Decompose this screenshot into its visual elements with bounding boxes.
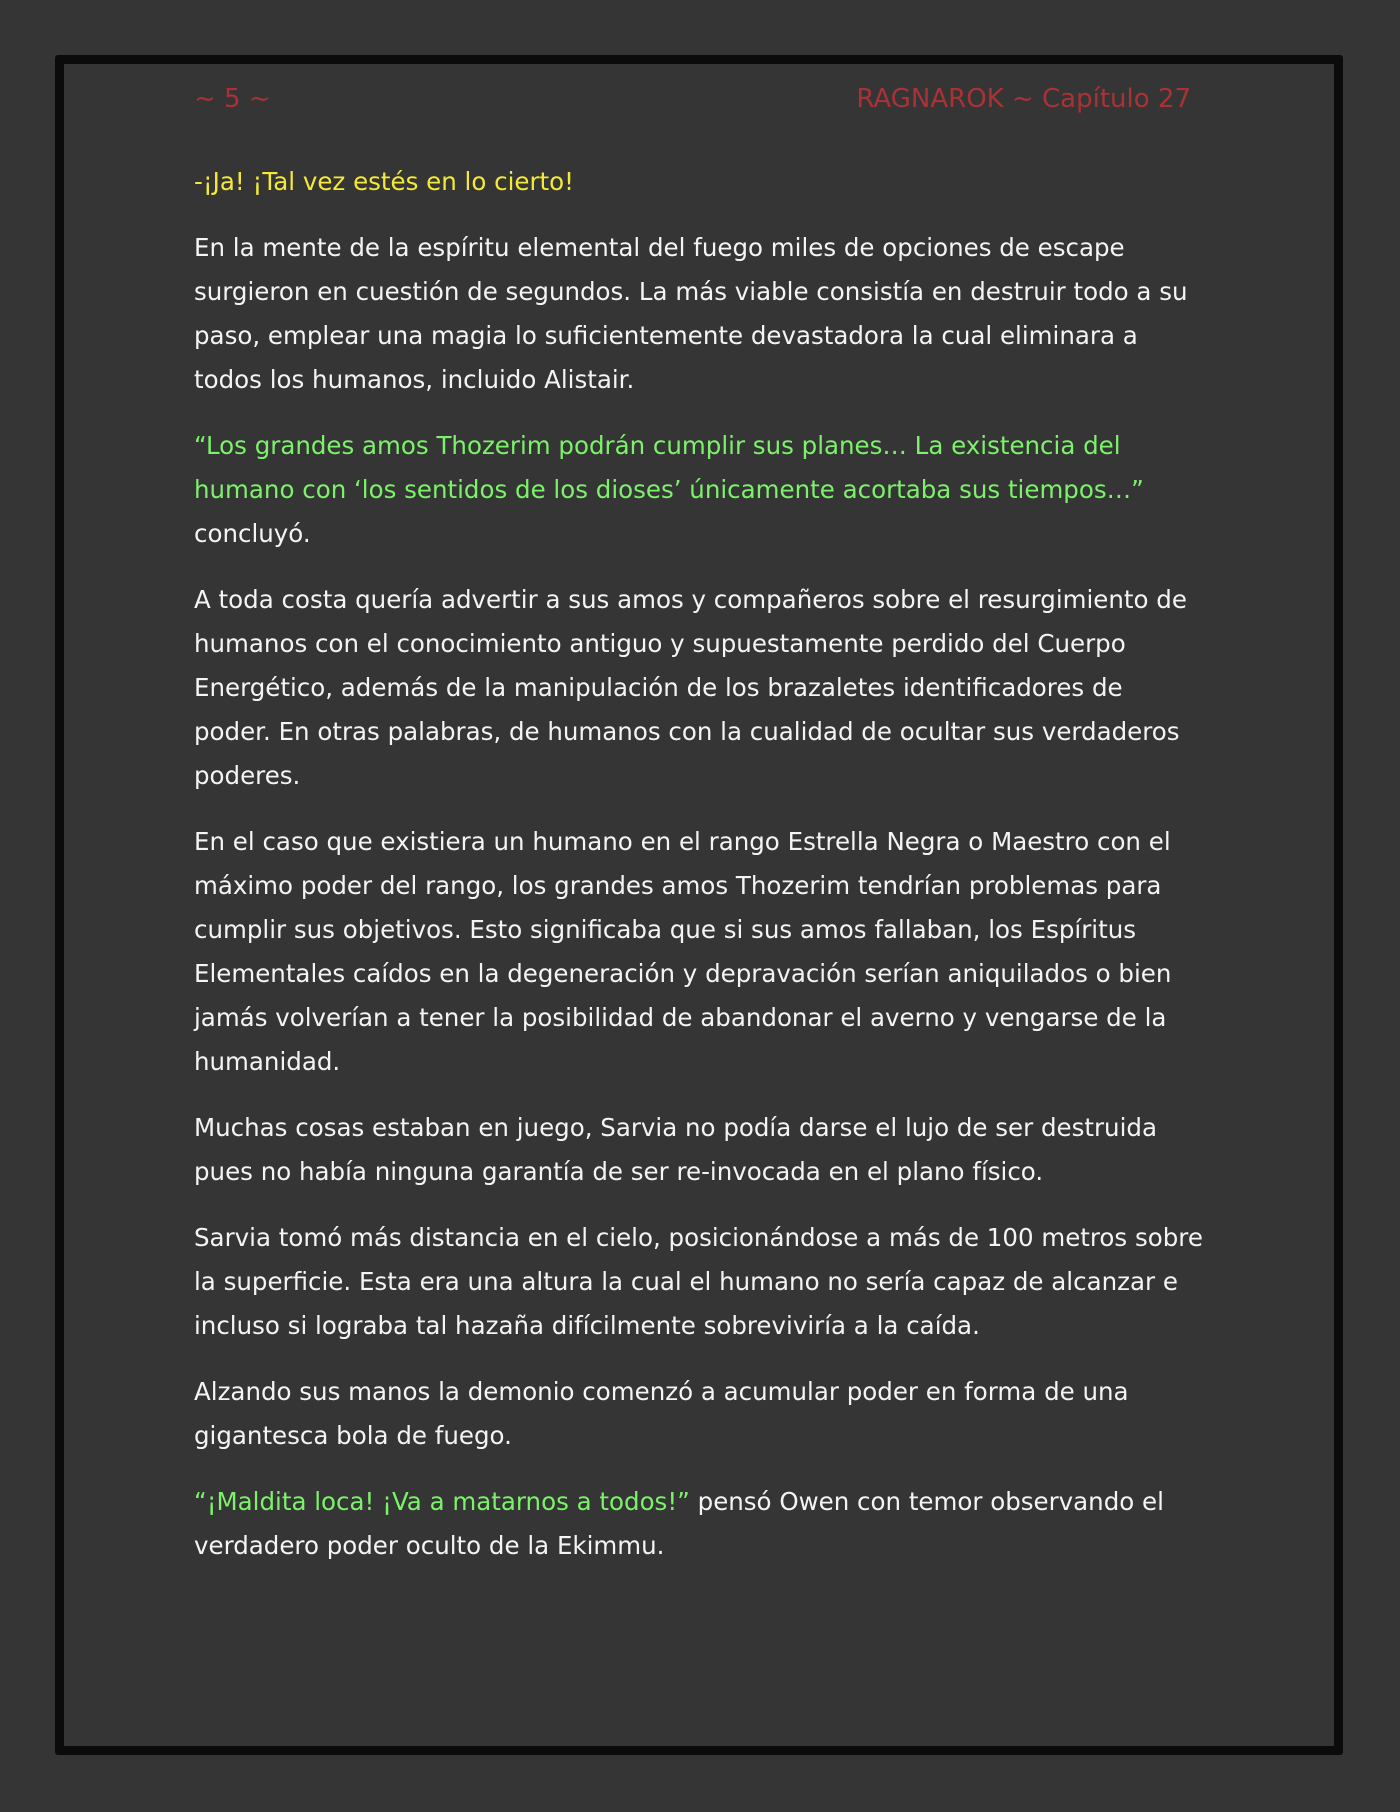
paragraph (194, 1216, 1204, 1348)
narration-text: En la mente de la espíritu elemental del fuego miles de opciones de escape surgieron en cuestión de segundos. La más viable consistía en destruir todo a su paso, emplear una magia lo suficientemente devastadora la cual eliminara a todos los humanos, incluido Alistair. (194, 233, 1188, 394)
narration-text: A toda costa quería advertir a sus amos y compañeros sobre el resurgimiento de humanos con el conocimiento antiguo y supuestamente perdido del Cuerpo Energético, además de la manipulación de los brazaletes identificadores de poder. En otras palabras, de humanos con la cualidad de ocultar sus verdaderos poderes. (194, 585, 1187, 790)
thought-line: “¡Maldita loca! ¡Va a matarnos a todos!” (194, 1487, 690, 1516)
paragraph (194, 820, 1204, 1084)
chapter-text (194, 160, 1204, 1590)
dialogue-line: -¡Ja! ¡Tal vez estés en lo cierto! (194, 167, 574, 196)
paragraph (194, 1370, 1204, 1458)
paragraph (194, 1480, 1204, 1568)
narration-text: Muchas cosas estaban en juego, Sarvia no podía darse el lujo de ser destruida pues no había ninguna garantía de ser re-invocada en el plano físico. (194, 1113, 1157, 1186)
narration-text: Sarvia tomó más distancia en el cielo, posicionándose a más de 100 metros sobre la superficie. Esta era una altura la cual el humano no sería capaz de alcanzar e incluso si lograba tal hazaña difícilmente sobreviviría a la caída. (194, 1223, 1203, 1340)
page-number: ~ 5 ~ (194, 84, 271, 114)
thought-line: “Los grandes amos Thozerim podrán cumplir sus planes… La existencia del humano con ‘los sentidos de los dioses’ únicamente acortaba sus tiempos…” (194, 431, 1144, 504)
narration-text: concluyó. (194, 519, 311, 548)
narration-text: pensó Owen con temor observando el verdadero poder oculto de la Ekimmu. (194, 1487, 1164, 1560)
paragraph (194, 424, 1204, 556)
narration-text: Alzando sus manos la demonio comenzó a acumular poder en forma de una gigantesca bola de fuego. (194, 1377, 1129, 1450)
paragraph (194, 578, 1204, 798)
narration-text: En el caso que existiera un humano en el rango Estrella Negra o Maestro con el máximo poder del rango, los grandes amos Thozerim tendrían problemas para cumplir sus objetivos. Esto significaba que si sus amos fallaban, los Espíritus Elementales caídos en la degeneración y depravación serían aniquilados o bien jamás volverían a tener la posibilidad de abandonar el averno y vengarse de la humanidad. (194, 827, 1172, 1076)
paragraph (194, 1106, 1204, 1194)
page-header (194, 84, 1191, 124)
paragraph (194, 226, 1204, 402)
running-title: RAGNAROK ~ Capítulo 27 (856, 84, 1191, 114)
paragraph (194, 160, 1204, 204)
